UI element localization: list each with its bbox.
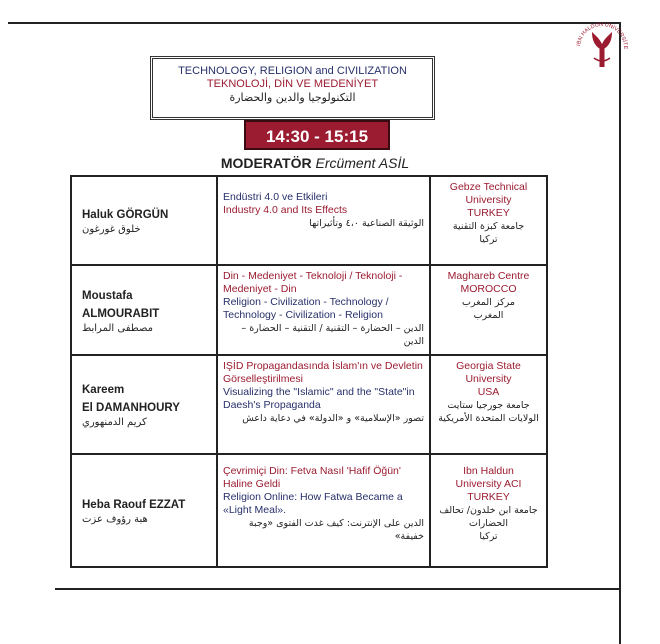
institution-line: Maghareb Centre [447,270,530,282]
institution-line: University ACI [455,478,522,490]
institution-line: TURKEY [467,207,510,219]
speaker-name-arabic: مصطفى المرابط [82,322,153,334]
talk-cell [218,455,431,566]
speaker-name-arabic: هبة رؤوف عزت [82,514,148,525]
institution-arabic: تركيا [479,234,498,245]
title-turkish: TEKNOLOJİ, DİN VE MEDENİYET [206,78,379,90]
frame-top-line [8,22,620,24]
talk-arabic: الدين – الحضارة – التقنية / التقنية – الحضارة – الدين [241,323,424,347]
talk-english: Religion Online: How Fatwa Became a «Light Meal». [223,491,403,516]
moderator-line [200,155,430,171]
logo-text: IBN HALDUN ÜNİVERSİTE [576,21,629,50]
institution-cell [431,177,546,264]
title-english: TECHNOLOGY, RELIGION and CIVILIZATION [178,65,407,77]
institution-line: University [465,373,512,385]
institution-arabic: الحضارات [469,518,508,529]
speaker-name: El DAMANHOURY [82,402,180,414]
institution-line: MOROCCO [460,283,517,295]
table-row [72,177,546,266]
talk-english: Visualizing the "Islamic" and the "State"in Daesh's Propaganda [223,386,415,411]
title-arabic: التكنولوجيا والدين والحضارة [229,91,356,104]
speaker-name: Heba Raouf EZZAT [82,499,186,511]
talk-cell [218,177,431,264]
table-row [72,266,546,356]
university-logo [570,14,634,78]
speaker-name: ALMOURABIT [82,307,160,320]
institution-cell [431,266,546,354]
talk-arabic: الدين على الإنترنت: كيف غدت الفتوى «وجبة خفيفة» [248,518,424,542]
talk-turkish: Endüstri 4.0 ve Etkileri [223,191,328,203]
session-title-box [150,56,435,120]
talk-turkish: IŞİD Propagandasında İslam'ın ve Devletin Görselleştirilmesi [223,360,423,385]
institution-arabic: جامعة كبزة التقنية [452,221,525,232]
talk-english: Industry 4.0 and Its Effects [223,204,348,216]
talk-arabic: تصور «الإسلامية» و «الدولة» في دعاية داعش [242,413,424,424]
speaker-cell [72,266,218,354]
moderator-label: MODERATÖR [220,155,312,171]
speaker-cell [72,177,218,264]
institution-line: Georgia State [456,360,521,372]
table-row [72,455,546,566]
speaker-name: Moustafa [82,289,133,302]
institution-line: Ibn Haldun [463,465,514,477]
institution-line: TURKEY [467,491,510,503]
frame-right-line [619,22,621,644]
talk-turkish: Din - Medeniyet - Teknoloji / Teknoloji - Medeniyet - Din [223,270,403,295]
talk-cell [218,266,431,354]
institution-line: Gebze Technical [449,181,528,193]
institution-line: University [465,194,512,206]
session-time: 14:30 - 15:15 [244,120,390,150]
institution-arabic: تركيا [479,531,498,542]
talk-cell [218,356,431,453]
speaker-cell [72,455,218,566]
speakers-table [70,175,548,568]
table-row [72,356,546,455]
institution-arabic: مركز المغرب [462,297,515,308]
institution-arabic: جامعة جورجيا ستايت [447,400,530,411]
institution-arabic: جامعة ابن خلدون/ تحالف [439,505,538,516]
talk-english: Religion - Civilization - Technology / Technology - Civilization - Religion [223,296,389,321]
talk-turkish: Çevrimiçi Din: Fetva Nasıl 'Hafif Öğün' Haline Geldi [223,465,401,490]
speaker-name-arabic: خلوق غورغون [82,224,141,235]
speaker-name: Kareem [82,384,125,396]
speaker-name-arabic: كريم الدمنهوري [82,417,147,428]
institution-arabic: الولايات المتحدة الأمريكية [438,413,539,424]
institution-arabic: المغرب [473,310,504,321]
talk-arabic: الوثيقة الصناعية ٤،٠ وتأثيراتها [309,218,424,229]
moderator-name: Ercüment ASİL [315,155,410,171]
institution-line: USA [477,386,500,398]
institution-cell [431,455,546,566]
speaker-cell [72,356,218,453]
frame-bottom-line [55,588,620,590]
speaker-name: Haluk GÖRGÜN [82,209,169,221]
institution-cell [431,356,546,453]
